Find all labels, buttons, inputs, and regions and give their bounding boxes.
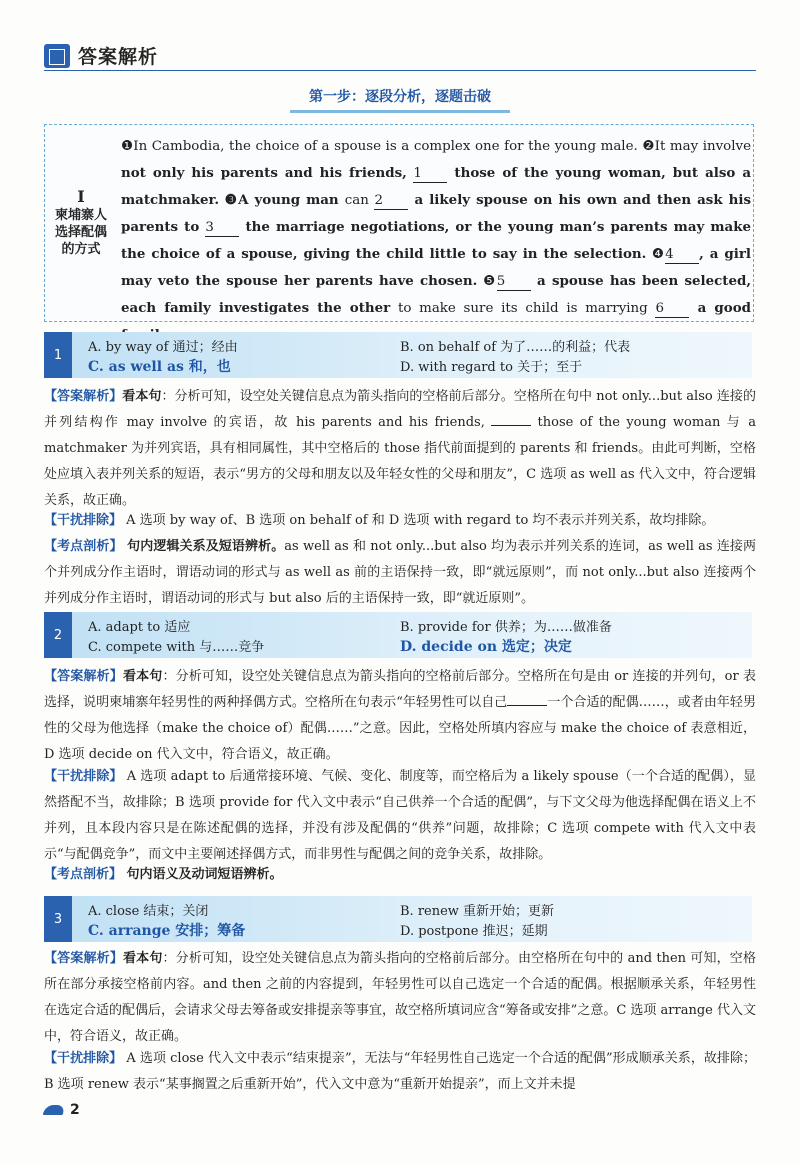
- page-title: 答案解析: [78, 46, 159, 68]
- inline-blank: [507, 705, 547, 706]
- option-d: D. postpone 推迟；延期: [400, 924, 548, 939]
- step-title: 第一步：逐段分析，逐题击破: [290, 82, 510, 113]
- inline-blank: [491, 425, 531, 426]
- distractor-text: A 选项 by way of、B 选项 on behalf of 和 D 选项 with regard to 均不表示并列关系，故均排除。: [122, 513, 715, 528]
- section-label: [45, 125, 117, 321]
- footer-wing-icon: [43, 1105, 66, 1115]
- q2-distractor: [44, 764, 756, 868]
- option-a: A. by way of 通过；经由: [88, 340, 238, 355]
- q2-point: [44, 862, 756, 888]
- q3-answer-analysis: [44, 946, 756, 1050]
- sentence-5-end: a good: [697, 300, 751, 316]
- page-number: 2: [70, 1102, 80, 1118]
- section-label-line: 选择配偶: [54, 225, 107, 240]
- analysis-text: ：分析可知，设空处关键信息点为箭头指向的空格前后部分。空格所在句是由 or 连接的并列句，or 表选择，说明柬埔寨年轻男性的两种择偶方式。空格所在句表示“年轻男性可以自己: [44, 669, 756, 710]
- page-header: [44, 42, 158, 69]
- option-b: B. provide for 供养；为……做准备: [400, 620, 612, 635]
- distractor-tag: 【干扰排除】: [44, 513, 123, 528]
- point-lead: 句内语义及动词短语辨析。: [122, 867, 283, 882]
- blank-1: 1: [413, 166, 447, 183]
- q2-answer-analysis: [44, 664, 756, 768]
- sentence-5-mid: to make sure its child is marrying: [390, 301, 656, 316]
- answer-tag: 【答案解析】: [44, 669, 123, 684]
- option-b: B. renew 重新开始；更新: [400, 904, 555, 919]
- sentence-2-end: those of the young woman, but also a matchmaker.: [121, 165, 752, 208]
- analysis-text: 一个合适的配偶……，或者由年轻男性的父母为他选择（make the choice of）配偶……”之意。因此，空格处所填内容应与 make the choice of 表意相近，D 选项 decide on 代入文中，符合语义，故正确。: [44, 695, 756, 762]
- question-3-options: [44, 896, 752, 942]
- blank-5: 5: [497, 274, 531, 291]
- q1-answer-analysis: [44, 384, 756, 514]
- question-number: 1: [44, 332, 72, 378]
- option-a: A. close 结束；关闭: [88, 904, 209, 919]
- passage-text: [121, 133, 751, 349]
- look-label: 看本句: [122, 389, 162, 404]
- point-tag: 【考点剖析】: [44, 539, 123, 554]
- passage-box: [44, 124, 754, 322]
- point-text: as well as 和 not only...but also 均为表示并列关系的连词，as well as 连接两个并列成分作主语时，谓语动词的形式与 as well as 前的主语保持一致，即“就远原则”，而 not only...but also 连接两个并列成分作主语时，谓语动词的形式与 but also 后的主语保持一致，即“就近原则”。: [44, 539, 756, 606]
- look-label: 看本句: [123, 951, 163, 966]
- q3-distractor: [44, 1046, 756, 1098]
- option-c: C. compete with 与……竞争: [88, 640, 265, 655]
- analysis-text: ：分析可知，设空处关键信息点为箭头指向的空格前后部分。由空格所在句中的 and then 可知，空格所在部分承接空格前内容。and then 之前的内容提到，年轻男性可以自己选定一个合适的配偶。根据顺承关系，年轻男性在选定合适的配偶后，会请求父母去筹备或安排提亲等事宜，故空格所填词应含“筹备或安排”之意。C 选项 arrange 代入文中，符合语义，故正确。: [44, 951, 756, 1044]
- option-d-correct: D. decide on 选定；决定: [400, 639, 572, 655]
- point-tag: 【考点剖析】: [44, 867, 123, 882]
- blank-4: 4: [665, 247, 699, 264]
- sentence-3-end: the marriage negotiations, or the young man’s parents may make the choice of a spouse, giving the child little to say in the selection.: [121, 219, 752, 262]
- page-footer: [44, 1102, 80, 1118]
- section-label-line: 柬埔寨人: [54, 208, 107, 223]
- answer-tag: 【答案解析】: [44, 951, 123, 966]
- sentence-4: , a girl may veto the spouse her parents have chosen.: [121, 246, 751, 289]
- section-number: I: [77, 187, 85, 206]
- analysis-text: ：分析可知，设空处关键信息点为箭头指向的空格前后部分。空格所在句中 not only...but also 连接的并列结构作 may involve 的宾语，故 his parents and his friends,: [44, 389, 756, 430]
- question-number: 3: [44, 896, 72, 942]
- sentence-2-start: ❷It may involve: [642, 139, 751, 154]
- option-c-correct: C. arrange 安排；筹备: [88, 923, 246, 939]
- look-label: 看本句: [122, 669, 163, 684]
- sentence-3-start: ❸A young man: [224, 192, 345, 208]
- distractor-tag: 【干扰排除】: [44, 1051, 123, 1066]
- sentence-5-marker: ❺: [483, 274, 497, 289]
- analysis-text: those of the young woman 与 a matchmaker 为并列宾语，具有相同属性，其中空格后的 those 指代前面提到的 parents 和 friends。由此可判断，空格处应填入表并列关系的短语，表示“男方的父母和朋友以及年轻女性的父母和朋友”，C 选项 as well as 代入文中，符合逻辑关系，故正确。: [44, 415, 756, 508]
- sentence-3-mid: a likely spouse on his own and then ask his parents to: [121, 192, 751, 235]
- sentence-1: ❶In Cambodia, the choice of a spouse is a complex one for the young male.: [121, 139, 643, 154]
- sentence-5-bold: a spouse has been selected, each family investigates the other: [121, 273, 751, 316]
- option-a: A. adapt to 适应: [88, 620, 191, 635]
- option-b: B. on behalf of 为了……的利益；代表: [400, 340, 631, 355]
- blank-2: 2: [374, 193, 408, 210]
- q1-point: [44, 534, 756, 612]
- point-lead: 句内逻辑关系及短语辨析。: [122, 539, 285, 554]
- section-label-line: 的方式: [61, 242, 101, 257]
- option-d: D. with regard to 关于；至于: [400, 360, 583, 375]
- blank-6: 6: [655, 301, 689, 318]
- distractor-text: A 选项 adapt to 后通常接环境、气候、变化、制度等，而空格后为 a likely spouse（一个合适的配偶），显然搭配不当，故排除；B 选项 provide for 代入文中表示“自己供养一个合适的配偶”，与下文父母为他选择配偶在语义上不并列，且本段内容只是在陈述配偶的选择，并没有涉及配偶的“供养”问题，故排除；C 选项 compete with 代入文中表示“与配偶竞争”，而文中主要阐述择偶方式，而非男性与配偶之间的竞争关系，故排除。: [44, 769, 756, 862]
- question-1-options: [44, 332, 752, 378]
- sentence-4-marker: ❹: [651, 247, 666, 262]
- header-rule: [44, 70, 756, 71]
- q1-distractor: [44, 508, 756, 534]
- sentence-2-bold: not only his parents and his friends,: [121, 165, 407, 181]
- sentence-3-can: can: [344, 193, 369, 208]
- book-icon: [44, 44, 70, 68]
- distractor-text: A 选项 close 代入文中表示“结束提亲”，无法与“年轻男性自己选定一个合适的配偶”形成顺承关系，故排除；B 选项 renew 表示“某事搁置之后重新开始”，代入文中意为“重新开始提亲”，而上文并未提: [44, 1051, 756, 1092]
- answer-tag: 【答案解析】: [44, 389, 123, 404]
- blank-3: 3: [205, 220, 239, 237]
- question-2-options: [44, 612, 752, 658]
- distractor-tag: 【干扰排除】: [44, 769, 123, 784]
- option-c-correct: C. as well as 和，也: [88, 359, 231, 375]
- question-number: 2: [44, 612, 72, 658]
